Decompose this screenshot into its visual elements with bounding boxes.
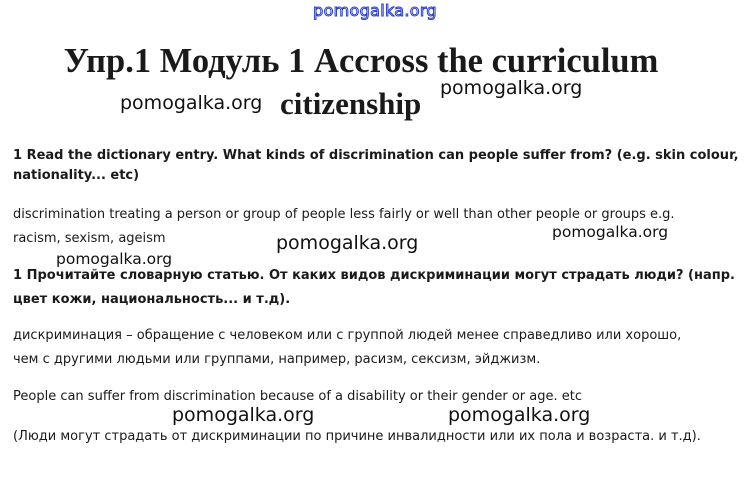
definition-en-line-2: racism, sexism, ageism — [13, 231, 166, 246]
watermark-text: pomogalka.org — [120, 92, 263, 114]
definition-ru-line-2: чем с другими людьми или группами, например, расизм, сексизм, эйджизм. — [13, 352, 541, 367]
task-text-en-line-1: 1 Read the dictionary entry. What kinds of discrimination can people suffer from? (e.g. skin colour, — [13, 148, 739, 163]
watermark-text: pomogalka.org — [552, 223, 669, 241]
answer-ru: (Люди могут страдать от дискриминации по причине инвалидности или их пола и возраста. и т.д). — [13, 429, 701, 444]
task-text-ru-line-2: цвет кожи, национальность... и т.д). — [13, 292, 291, 307]
definition-ru-line-1: дискриминация – обращение с человеком или с группой людей менее справедливо или хорошо, — [13, 328, 682, 343]
task-text-en-line-2: nationality... etc) — [13, 168, 140, 183]
watermark-text: pomogalka.org — [276, 232, 419, 254]
answer-en: People can suffer from discrimination because of a disability or their gender or age. etc — [13, 389, 582, 404]
watermark-text: pomogalka.org — [172, 404, 315, 426]
watermark-text: pomogalka.org — [56, 250, 173, 268]
site-logo: pomogalka.org — [313, 1, 437, 20]
page-title: Упр.1 Модуль 1 Accross the curriculum — [63, 42, 659, 80]
definition-en-line-1: discrimination treating a person or group of people less fairly or well than other people or groups e.g. — [13, 207, 675, 222]
page-subtitle: citizenship — [280, 86, 422, 121]
watermark-text: pomogalka.org — [440, 77, 583, 99]
task-text-ru-line-1: 1 Прочитайте словарную статью. От каких видов дискриминации могут страдать люди? (напр. — [13, 268, 735, 283]
watermark-text: pomogalka.org — [448, 404, 591, 426]
